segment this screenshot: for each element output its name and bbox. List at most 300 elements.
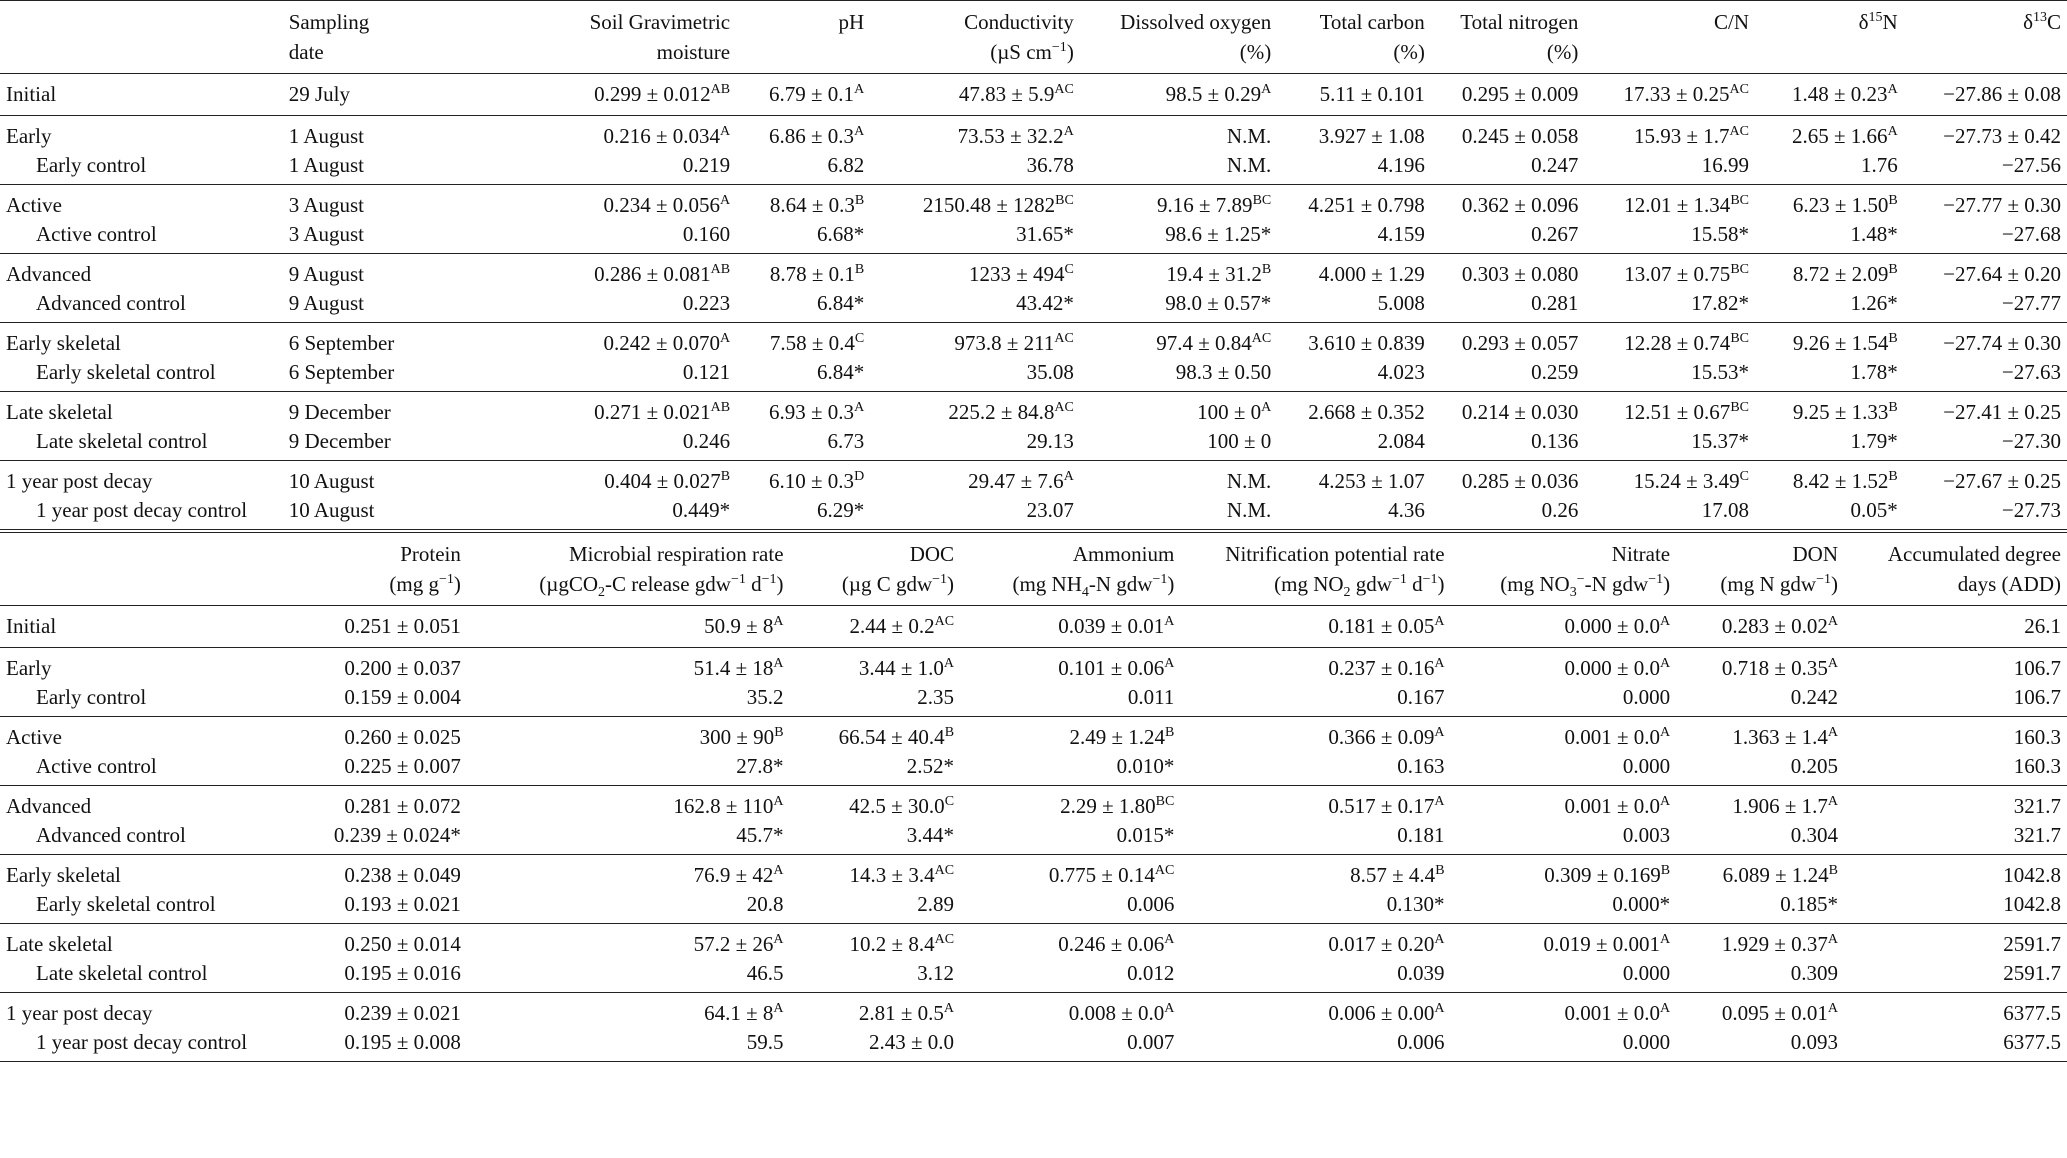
table-cell: $0.283 \pm 0.02^A$ — [1721, 614, 1838, 638]
table-cell: $0.008 \pm 0.0^A$ — [1068, 1001, 1175, 1025]
table-cell: 20.8 — [746, 892, 784, 916]
table-cell: 0.295 ± 0.009 — [1461, 82, 1579, 106]
table-cell: $0.246 \pm 0.06^A$ — [1058, 932, 1175, 956]
table-cell: 17.82* — [1691, 291, 1749, 315]
table-cell: −27.86 ± 0.08 — [1943, 82, 2061, 106]
table-cell: 0.250 ± 0.014 — [344, 932, 461, 956]
header-line-1: pH — [838, 10, 865, 34]
header-line-2: (µg C gdw$^{-1}$) — [841, 572, 955, 596]
table-cell: $1.929 \pm 0.37^A$ — [1721, 932, 1838, 956]
table-cell: 2.52* — [906, 754, 955, 778]
table-cell: 0.007 — [1127, 1030, 1175, 1054]
table-cell: 29 July — [288, 82, 351, 106]
table-cell: 6 September — [288, 331, 395, 355]
table-cell: $8.42 \pm 1.52^B$ — [1792, 469, 1898, 493]
table-cell: $162.8 \pm 110^A$ — [673, 794, 784, 818]
table-cell: $0.299 \pm 0.012^{AB}$ — [594, 82, 731, 106]
table-cell: 0.181 — [1397, 823, 1445, 847]
table-cell: 2.89 — [917, 892, 955, 916]
table-cell: $14.3 \pm 3.4^{AC}$ — [849, 863, 955, 887]
table-cell: $9.26 \pm 1.54^B$ — [1792, 331, 1898, 355]
row-label: Late skeletal — [6, 400, 113, 424]
header-line-2: (mg N gdw$^{-1}$) — [1720, 572, 1838, 596]
header-line-1: Microbial respiration rate — [568, 542, 784, 566]
table-cell: $225.2 \pm 84.8^{AC}$ — [948, 400, 1074, 424]
t1-column-header — [1431, 1, 1585, 74]
table-cell: $13.07 \pm 0.75^{BC}$ — [1624, 262, 1749, 286]
table-cell: 35.2 — [746, 685, 784, 709]
row-label: 1 year post decay control — [36, 1030, 248, 1054]
header-line-1: DON — [1792, 542, 1838, 566]
table-cell: 27.8* — [736, 754, 784, 778]
table-cell: 9 December — [288, 400, 391, 424]
row-label: Advanced control — [36, 291, 186, 315]
table-cell: $0.000 \pm 0.0^A$ — [1564, 614, 1671, 638]
table-cell: $0.775 \pm 0.14^{AC}$ — [1048, 863, 1175, 887]
table-cell: 0.05* — [1850, 498, 1898, 522]
table-row — [0, 855, 2067, 891]
table-cell: N.M. — [1226, 498, 1272, 522]
table-row — [0, 959, 2067, 993]
header-line-2: (mg $NO_3^--N$ gdw$^{-1}$) — [1500, 572, 1671, 601]
header-line-1: $\delta^{15}N$ — [1858, 10, 1898, 34]
table-cell: $8.72 \pm 2.09^B$ — [1792, 262, 1898, 286]
table-cell: 4.36 — [1388, 498, 1425, 522]
table-row — [0, 1028, 2067, 1062]
table-cell: $0.216 \pm 0.034^A$ — [603, 124, 731, 148]
table-cell: 0.242 — [1790, 685, 1838, 709]
table-cell: 0.000* — [1612, 892, 1671, 916]
table-cell: $73.53 \pm 32.2^A$ — [957, 124, 1074, 148]
table-cell: 0.163 — [1397, 754, 1445, 778]
table-cell: $0.001 \pm 0.0^A$ — [1564, 725, 1671, 749]
table-cell: 0.160 — [682, 222, 731, 246]
table-cell: 0.159 ± 0.004 — [344, 685, 461, 709]
t2-column-header — [1180, 533, 1450, 606]
header-line-1: Accumulated degree — [1887, 542, 2061, 566]
table-cell: 1 August — [288, 124, 365, 148]
table-cell: $0.242 \pm 0.070^A$ — [603, 331, 731, 355]
table-cell: 3 August — [288, 222, 365, 246]
row-label: Early control — [36, 685, 147, 709]
table-cell: 0.285 ± 0.036 — [1461, 469, 1579, 493]
table-cell: $0.001 \pm 0.0^A$ — [1564, 1001, 1671, 1025]
table-row — [0, 74, 2067, 116]
row-label: Early — [6, 656, 52, 680]
table-cell: −27.68 — [2001, 222, 2061, 246]
table-cell: $0.309 \pm 0.169^B$ — [1544, 863, 1671, 887]
table-cell: 9 December — [288, 429, 391, 453]
table-cell: 0.449* — [672, 498, 731, 522]
table-cell: 6.84* — [816, 291, 865, 315]
table-cell: 0.281 — [1531, 291, 1579, 315]
header-line-1: Total carbon — [1319, 10, 1425, 34]
table-cell: 0.000 — [1622, 1030, 1671, 1054]
table-cell: $973.8 \pm 211^{AC}$ — [954, 331, 1074, 355]
table-cell: $66.54 \pm 40.4^B$ — [838, 725, 955, 749]
table-cell: $64.1 \pm 8^A$ — [704, 1001, 784, 1025]
table-cell: 29.13 — [1026, 429, 1074, 453]
header-line-2: (µS $cm^{-1}$) — [990, 40, 1074, 64]
table-cell: $8.78 \pm 0.1^B$ — [769, 262, 865, 286]
row-label: Early skeletal — [6, 331, 121, 355]
table-cell: 106.7 — [2013, 656, 2061, 680]
table-cell: $12.28 \pm 0.74^{BC}$ — [1624, 331, 1749, 355]
table-cell: 0.251 ± 0.051 — [344, 614, 461, 638]
table-cell: 0.015* — [1116, 823, 1175, 847]
header-line-2: (mg $NH_4-N$ gdw$^{-1}$) — [1012, 572, 1175, 601]
table-cell: 4.159 — [1377, 222, 1425, 246]
header-line-1: Conductivity — [964, 10, 1074, 34]
table-cell: 0.012 — [1127, 961, 1175, 985]
t1-column-header — [431, 1, 736, 74]
table-cell: $6.93 \pm 0.3^A$ — [769, 400, 865, 424]
table-cell: $1.363 \pm 1.4^A$ — [1732, 725, 1838, 749]
table-cell: 1 August — [288, 153, 365, 177]
header-line-2: date — [288, 40, 324, 64]
table-cell: 2.668 ± 0.352 — [1308, 400, 1425, 424]
table-cell: −27.67 ± 0.25 — [1943, 469, 2061, 493]
row-label: Advanced control — [36, 823, 186, 847]
row-label: 1 year post decay — [6, 1001, 153, 1025]
table-cell: 0.200 ± 0.037 — [344, 656, 461, 680]
row-label: Late skeletal — [6, 932, 113, 956]
table-cell: 0.010* — [1116, 754, 1175, 778]
table-cell: 0.362 ± 0.096 — [1461, 193, 1579, 217]
table-row — [0, 821, 2067, 855]
header-line-2 — [742, 37, 864, 67]
table-cell: 0.000 — [1622, 961, 1671, 985]
header-line-1: Sampling — [288, 10, 370, 34]
table-cell: 0.003 — [1622, 823, 1671, 847]
table-cell: 0.281 ± 0.072 — [344, 794, 461, 818]
table-cell: 0.304 — [1790, 823, 1838, 847]
table-cell: $0.517 \pm 0.17^A$ — [1328, 794, 1445, 818]
table-row — [0, 427, 2067, 461]
table-cell: $98.5 \pm 0.29^A$ — [1165, 82, 1272, 106]
header-line-1: Total nitrogen — [1460, 10, 1579, 34]
table-cell: 0.195 ± 0.008 — [344, 1030, 461, 1054]
table-row — [0, 254, 2067, 290]
header-line-2 — [6, 37, 277, 67]
table-cell: $1.906 \pm 1.7^A$ — [1732, 794, 1838, 818]
table-cell: 0.000 — [1622, 754, 1671, 778]
table-cell: 6.84* — [816, 360, 865, 384]
table-row — [0, 606, 2067, 648]
table-cell: 59.5 — [746, 1030, 784, 1054]
table-cell: −27.41 ± 0.25 — [1943, 400, 2061, 424]
row-label: Early skeletal — [6, 863, 121, 887]
header-line-1: DOC — [909, 542, 955, 566]
table-cell: 0.26 — [1541, 498, 1579, 522]
table-cell: 0.011 — [1127, 685, 1175, 709]
table-cell: 9 August — [288, 262, 365, 286]
table-cell: −27.74 ± 0.30 — [1943, 331, 2061, 355]
table-cell: 0.006 — [1127, 892, 1175, 916]
t1-column-header — [1584, 1, 1755, 74]
table-cell: 2591.7 — [2003, 961, 2061, 985]
table-cell: N.M. — [1226, 469, 1272, 493]
header-line-1: Dissolved oxygen — [1120, 10, 1272, 34]
table-cell: 6377.5 — [2003, 1030, 2061, 1054]
table-cell: $0.039 \pm 0.01^A$ — [1058, 614, 1175, 638]
row-label: Early — [6, 124, 52, 148]
table-cell: 10 August — [288, 469, 375, 493]
table-cell: 0.246 — [682, 429, 731, 453]
table-cell: 0.136 — [1531, 429, 1579, 453]
table-cell: 98.3 ± 0.50 — [1175, 360, 1272, 384]
t2-column-header — [304, 533, 467, 606]
table-row — [0, 993, 2067, 1029]
table-cell: 4.196 — [1377, 153, 1425, 177]
table-cell: 6377.5 — [2003, 1001, 2061, 1025]
table-row — [0, 890, 2067, 924]
row-label: Early skeletal control — [36, 892, 216, 916]
table-cell: 3.44* — [906, 823, 955, 847]
table-cell: $2.81 \pm 0.5^A$ — [858, 1001, 955, 1025]
table-cell: 0.000 — [1622, 685, 1671, 709]
t2-column-header — [0, 533, 304, 606]
table-cell: 5.11 ± 0.101 — [1319, 82, 1425, 106]
table-row — [0, 924, 2067, 960]
header-line-2: (µgCO$_2$-C release gdw$^{-1}$ $d^{-1}$) — [539, 572, 784, 601]
table-cell: 98.0 ± 0.57* — [1165, 291, 1272, 315]
table-row — [0, 717, 2067, 753]
table-cell: $51.4 \pm 18^A$ — [693, 656, 784, 680]
table-cell: 0.223 — [682, 291, 731, 315]
table-row — [0, 289, 2067, 323]
table-cell: $6.86 \pm 0.3^A$ — [769, 124, 865, 148]
table-cell: 0.006 — [1397, 1030, 1445, 1054]
table-cell: $0.271 \pm 0.021^{AB}$ — [594, 400, 731, 424]
t2-column-header — [467, 533, 790, 606]
table-cell: 6.29* — [816, 498, 865, 522]
table-cell: 36.78 — [1026, 153, 1074, 177]
table-cell: 3.610 ± 0.839 — [1308, 331, 1425, 355]
table-cell: 0.039 — [1397, 961, 1445, 985]
table-cell: 9 August — [288, 291, 365, 315]
table-row — [0, 786, 2067, 822]
table-cell: $76.9 \pm 42^A$ — [693, 863, 784, 887]
table-cell: −27.64 ± 0.20 — [1943, 262, 2061, 286]
table-cell: −27.63 — [2001, 360, 2061, 384]
table-cell: 1.76 — [1860, 153, 1898, 177]
table-cell: $0.000 \pm 0.0^A$ — [1564, 656, 1671, 680]
t1-column-header — [283, 1, 432, 74]
table-cell: 3 August — [288, 193, 365, 217]
table-row — [0, 185, 2067, 221]
table-cell: 26.1 — [2024, 614, 2061, 638]
table-cell: 0.259 — [1531, 360, 1579, 384]
t2-column-header — [960, 533, 1180, 606]
table-row — [0, 116, 2067, 152]
table-cell: 2.43 ± 0.0 — [869, 1030, 955, 1054]
table-cell: 4.023 — [1377, 360, 1425, 384]
table-row — [0, 323, 2067, 359]
table-cell: $2.44 \pm 0.2^{AC}$ — [849, 614, 955, 638]
table-cell: 1.79* — [1850, 429, 1898, 453]
table-cell: 17.08 — [1701, 498, 1749, 522]
table-cell: $3.44 \pm 1.0^A$ — [858, 656, 955, 680]
table-cell: 43.42* — [1016, 291, 1074, 315]
table-cell: −27.77 — [2001, 291, 2061, 315]
table-row — [0, 151, 2067, 185]
header-line-2: moisture — [656, 40, 731, 64]
table-cell: −27.56 — [2001, 153, 2061, 177]
table-cell: $42.5 \pm 30.0^C$ — [849, 794, 955, 818]
header-line-2 — [6, 569, 298, 599]
table-cell: 0.219 — [682, 153, 731, 177]
table-cell: $1233 \pm 494^C$ — [968, 262, 1074, 286]
table-cell: 321.7 — [2013, 823, 2061, 847]
table-cell: −27.30 — [2001, 429, 2061, 453]
table-cell: N.M. — [1226, 153, 1272, 177]
table-cell: $1.48 \pm 0.23^A$ — [1792, 82, 1898, 106]
table-cell: 0.267 — [1531, 222, 1579, 246]
table-cell: $0.237 \pm 0.16^A$ — [1328, 656, 1445, 680]
table-cell: 0.185* — [1780, 892, 1838, 916]
t2-column-header — [1676, 533, 1844, 606]
table-cell: 0.093 — [1790, 1030, 1838, 1054]
table-cell: $6.79 \pm 0.1^A$ — [769, 82, 865, 106]
header-line-2 — [1590, 37, 1749, 67]
table-cell: $2.29 \pm 1.80^{BC}$ — [1060, 794, 1175, 818]
table-cell: $6.10 \pm 0.3^D$ — [769, 469, 865, 493]
t1-column-header — [1277, 1, 1431, 74]
table-cell: 0.247 — [1531, 153, 1579, 177]
header-line-2 — [1761, 37, 1898, 67]
table-cell: $0.404 \pm 0.027^B$ — [604, 469, 731, 493]
t1-column-header — [1755, 1, 1904, 74]
table-cell: $10.2 \pm 8.4^{AC}$ — [849, 932, 955, 956]
row-label: Initial — [6, 82, 57, 106]
header-line-2: days (ADD) — [1957, 572, 2061, 596]
row-label: Active — [6, 193, 62, 217]
table-cell: 0.303 ± 0.080 — [1461, 262, 1579, 286]
table-cell: 0.167 — [1397, 685, 1445, 709]
row-label: Late skeletal control — [36, 429, 208, 453]
table-cell: 23.07 — [1026, 498, 1074, 522]
header-line-1: Soil Gravimetric — [589, 10, 731, 34]
table-row — [0, 220, 2067, 254]
table-cell: $0.006 \pm 0.00^A$ — [1328, 1001, 1445, 1025]
table-cell: 16.99 — [1701, 153, 1749, 177]
table-cell: 15.37* — [1691, 429, 1749, 453]
table-cell: 6.68* — [816, 222, 865, 246]
t1-column-header — [1080, 1, 1277, 74]
table-cell: 0.239 ± 0.021 — [344, 1001, 461, 1025]
table-cell: $0.019 \pm 0.001^A$ — [1543, 932, 1671, 956]
table-cell: 160.3 — [2013, 725, 2061, 749]
t1-column-header — [870, 1, 1080, 74]
table-cell: 5.008 — [1377, 291, 1425, 315]
header-line-1: Nitrate — [1611, 542, 1671, 566]
table-cell: 2.35 — [917, 685, 955, 709]
row-label: Active control — [36, 222, 157, 246]
table-soil-properties — [0, 0, 2067, 533]
table-cell: $57.2 \pm 26^A$ — [693, 932, 784, 956]
table-row — [0, 496, 2067, 531]
table-cell: 0.245 ± 0.058 — [1461, 124, 1579, 148]
table-cell: $0.095 \pm 0.01^A$ — [1721, 1001, 1838, 1025]
table-cell: 0.309 — [1790, 961, 1838, 985]
t2-column-header — [1451, 533, 1677, 606]
t1-column-header — [736, 1, 870, 74]
row-label: Late skeletal control — [36, 961, 208, 985]
table-row — [0, 461, 2067, 497]
table-cell: 0.214 ± 0.030 — [1461, 400, 1579, 424]
row-label: 1 year post decay control — [36, 498, 248, 522]
table-cell: N.M. — [1226, 124, 1272, 148]
table-cell: $29.47 \pm 7.6^A$ — [968, 469, 1074, 493]
table-cell: 0.239 ± 0.024* — [333, 823, 461, 847]
header-line-2 — [1910, 37, 2061, 67]
table-cell: 4.000 ± 1.29 — [1318, 262, 1425, 286]
table-cell: 2.084 — [1377, 429, 1425, 453]
t2-column-header — [790, 533, 961, 606]
table-cell: $6.23 \pm 1.50^B$ — [1792, 193, 1898, 217]
table-cell: $6.089 \pm 1.24^B$ — [1722, 863, 1838, 887]
header-line-2: (mg $g^{-1}$) — [389, 572, 461, 596]
table-cell: $0.718 \pm 0.35^A$ — [1721, 656, 1838, 680]
table-cell: 35.08 — [1026, 360, 1074, 384]
header-line-1 — [6, 7, 277, 37]
table-cell: $0.101 \pm 0.06^A$ — [1058, 656, 1175, 680]
table-cell: $12.01 \pm 1.34^{BC}$ — [1624, 193, 1749, 217]
table-cell: $2150.48 \pm 1282^{BC}$ — [922, 193, 1074, 217]
table1-header-row — [0, 1, 2067, 74]
row-label: Advanced — [6, 262, 92, 286]
header-line-1 — [6, 539, 298, 569]
table-row — [0, 683, 2067, 717]
t1-column-header — [0, 1, 283, 74]
table-cell: 0.205 — [1790, 754, 1838, 778]
table-cell: 1042.8 — [2003, 892, 2061, 916]
table-cell: −27.77 ± 0.30 — [1943, 193, 2061, 217]
table-cell: 0.238 ± 0.049 — [344, 863, 461, 887]
table-cell: 6.73 — [827, 429, 865, 453]
table-cell: 1.78* — [1850, 360, 1898, 384]
table-cell: 4.253 ± 1.07 — [1318, 469, 1425, 493]
table-cell: $50.9 \pm 8^A$ — [704, 614, 784, 638]
t2-column-header — [1844, 533, 2067, 606]
table-cell: $0.181 \pm 0.05^A$ — [1328, 614, 1445, 638]
table-cell: 46.5 — [746, 961, 784, 985]
row-label: Advanced — [6, 794, 92, 818]
table-cell: $2.65 \pm 1.66^A$ — [1792, 124, 1898, 148]
row-label: Early skeletal control — [36, 360, 216, 384]
table-cell: 6 September — [288, 360, 395, 384]
header-line-1: Ammonium — [1072, 542, 1175, 566]
table-cell: 15.58* — [1691, 222, 1749, 246]
table-cell: 160.3 — [2013, 754, 2061, 778]
table-cell: $8.64 \pm 0.3^B$ — [769, 193, 865, 217]
header-line-1: C/N — [1713, 10, 1749, 34]
table-cell: 3.12 — [917, 961, 955, 985]
table-row — [0, 648, 2067, 684]
t1-column-header — [1904, 1, 2067, 74]
table-cell: 100 ± 0 — [1207, 429, 1272, 453]
row-label: Initial — [6, 614, 57, 638]
table-cell: $0.234 \pm 0.056^A$ — [603, 193, 731, 217]
table-cell: 0.225 ± 0.007 — [344, 754, 461, 778]
table-cell: $9.16 \pm 7.89^{BC}$ — [1157, 193, 1272, 217]
header-line-2: (%) — [1546, 40, 1579, 64]
table-cell: 0.195 ± 0.016 — [344, 961, 461, 985]
row-label: 1 year post decay — [6, 469, 153, 493]
table-cell: $0.001 \pm 0.0^A$ — [1564, 794, 1671, 818]
table-cell: 1042.8 — [2003, 863, 2061, 887]
